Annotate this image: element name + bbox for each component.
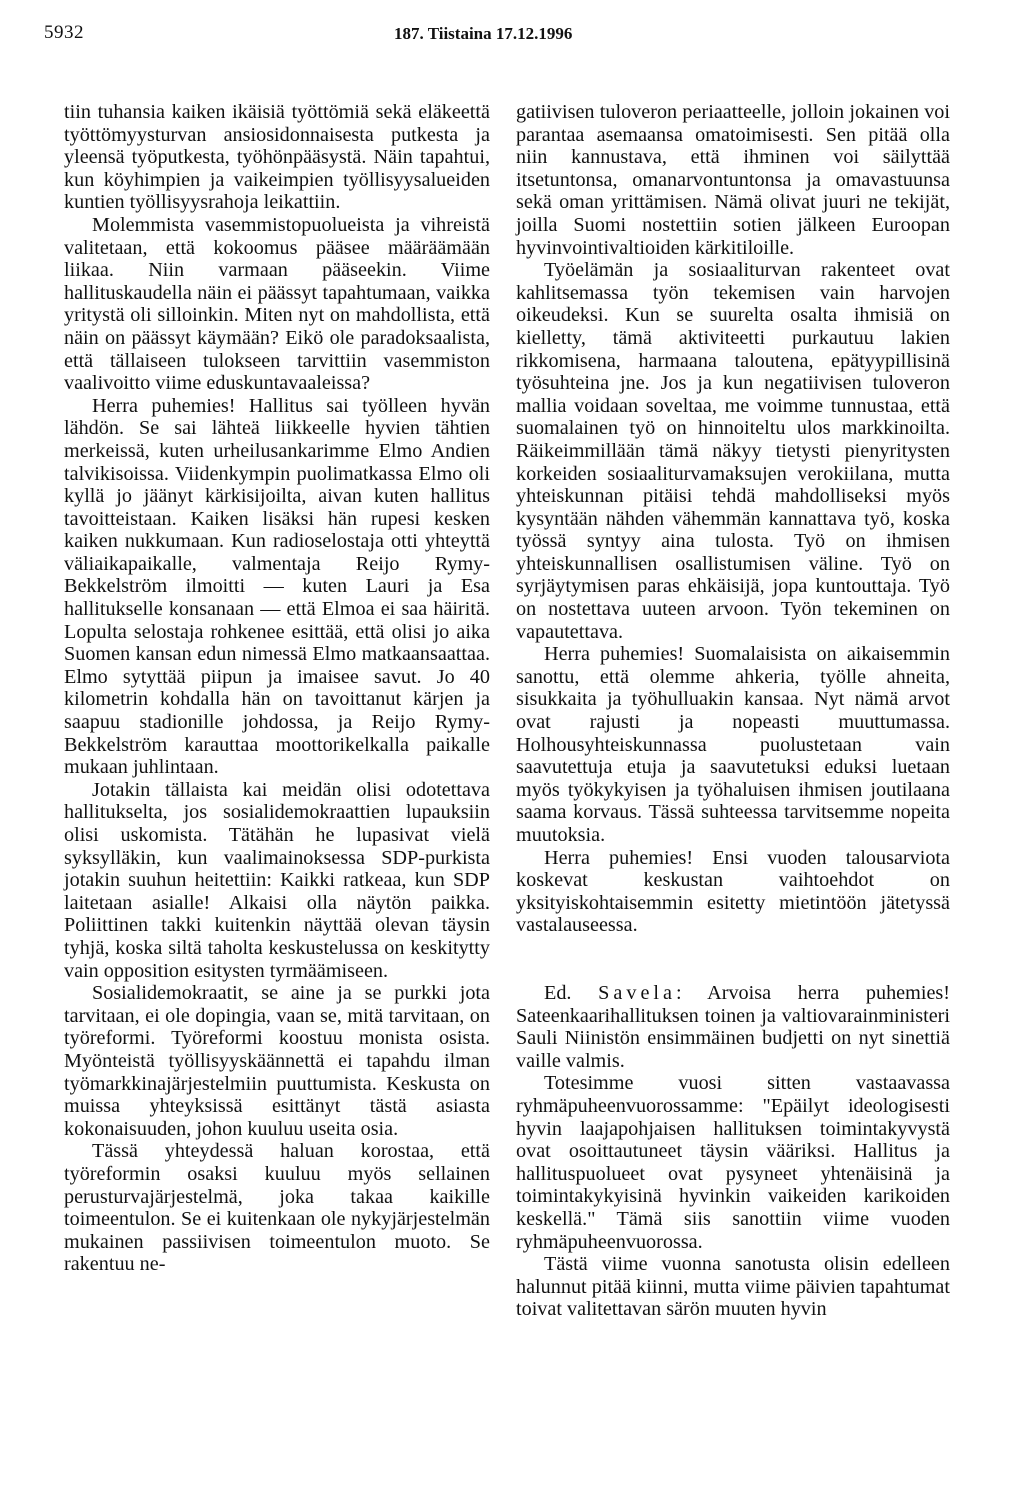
right-column bbox=[516, 101, 950, 1321]
page-number: 5932 bbox=[44, 22, 84, 43]
paragraph: tiin tuhansia kaiken ikäisiä työttömiä sekä eläkeettä työttömyysturvan ansiosidonnaisesta putkesta ja yleensä työputkesta, työhönpääsystä. Näin tapahtui, kun köyhimpien ja vaikeimpien työllisyysalueiden kuntien työllisyysrahoja leikattiin. bbox=[64, 101, 490, 214]
paragraph: Herra puhemies! Hallitus sai työlleen hyvän lähdön. Se sai lähteä liikkeelle hyvien tähtien merkeissä, kuten urheilusankarimme Elmo Andien talvikisoissa. Viidenkympin puolimatkassa Elmo oli kyllä jo jäänyt kärkisijoilta, aivan kuten hallitus tavoitteistaan. Kaiken lisäksi hän rupesi kesken kaiken nukkumaan. Kun radioselostaja otti yhteyttä väliaikapaikalle, valmentaja Reijo Rymy-Bekkelström ilmoitti — kuten Lauri ja Esa hallitukselle konsanaan — että Elmoa ei saa häiritä. Lopulta selostaja rohkenee esittää, että olisi jo aika Suomen kansan edun nimessä Elmo matkaansaattaa. Elmo sytyttää piipun ja imaisee savut. Jo 40 kilometrin kohdalla hän on tavoittanut kärjen ja saapuu stadionille johdossa, ja Reijo Rymy-Bekkelström karauttaa moottorikelkalla paikalle mukaan juhlintaan. bbox=[64, 394, 490, 779]
page-header bbox=[0, 22, 1024, 52]
paragraph: Tässä yhteydessä haluan korostaa, että työreformin osaksi kuuluu myös sellainen perusturvajärjestelmä, joka takaa kaikille toimeentulon. Se ei kuitenkaan ole nykyjärjestelmän mukainen passiivisen toimeentulon muoto. Se rakentuu ne- bbox=[64, 1140, 490, 1276]
paragraph: gatiivisen tuloveron periaatteelle, jolloin jokainen voi parantaa asemaansa omatoimisesti. Sen pitää olla niin kannustava, että ihminen voi säilyttää itsetuntonsa, omanarvontuntonsa ja omavastuunsa sekä oman yrittämisen. Nämä olivat juuri ne tekijät, joilla Suomi nostettiin sotien jälkeen Euroopan hyvinvointivaltioiden kärkitiloille. bbox=[516, 101, 950, 259]
paragraph: Jotakin tällaista kai meidän olisi odotettava hallitukselta, jos sosialidemokraattien lupauksiin olisi uskomista. Tätähän he lupasivat vielä syksylläkin, kun vaalimainoksessa SDP-purkista jotakin suuhun heitettiin: Kaikki ratkeaa, kun SDP laitetaan asialle! Alkaisi olla näytön paikka. Poliittinen takki kuitenkin näyttää olevan täysin tyhjä, koska siltä taholta keskustelussa on keskitytty vain opposition esitysten tyrmäämiseen. bbox=[64, 778, 490, 982]
speaker-prefix: Ed. bbox=[544, 981, 572, 1004]
speaker-paragraph bbox=[516, 982, 950, 1072]
paragraph: Totesimme vuosi sitten vastaavassa ryhmäpuheenvuorossamme: "Epäilyt ideologisesti hyvin laajapohjaisen hallituksen toimintakyvystä ovat osoittautuneet täysin vääriksi. Hallitus ja hallituspuolueet ovat pysyneet yhtenäisinä ja toimintakykyisinä hyvinkin vaikeiden karikoiden keskellä." Tämä siis sanottiin viime vuoden ryhmäpuheenvuorossa. bbox=[516, 1072, 950, 1253]
speaker-name: Savela bbox=[598, 981, 676, 1004]
left-column bbox=[64, 101, 490, 1276]
paragraph: Herra puhemies! Suomalaisista on aikaisemmin sanottu, että olemme ahkeria, työlle ahneita, sisukkaita ja työhulluakin kansaa. Nyt nämä arvot ovat rajusti ja nopeasti muuttumassa. Holhousyhteiskunnassa puolustetaan vain saavutettuja etuja ja saavutetuksi eduksi luetaan myös työkykyisen ja työhaluisen ihmisen joutilaana saama korvaus. Tässä suhteessa tarvitsemme nopeita muutoksia. bbox=[516, 643, 950, 846]
paragraph: Herra puhemies! Ensi vuoden talousarviota koskevat keskustan vaihtoehdot on yksityiskohtaisemmin esitetty mietintöön jätetyssä vastalauseessa. bbox=[516, 846, 950, 937]
paragraph: Sosialidemokraatit, se aine ja se purkki jota tarvitaan, ei ole dopingia, vaan se, mitä tarvitaan, on työreformi. Työreformi koostuu monista osista. Myönteistä työllisyyskäännettä ei tapahdu ilman työmarkkinajärjestelmiin puuttumista. Keskusta on muissa yhteyksissä esittänyt tästä asiasta kokonaisuuden, johon kuuluu useita osia. bbox=[64, 982, 490, 1140]
session-title: 187. Tiistaina 17.12.1996 bbox=[394, 24, 573, 43]
section-gap bbox=[516, 937, 950, 982]
paragraph: Molemmista vasemmistopuolueista ja vihreistä valitetaan, että kokoomus pääsee määräämään liikaa. Niin varmaan pääseekin. Viime hallituskaudella näin ei päässyt tapahtumaan, vaikka yritystä oli silloinkin. Miten nyt on mahdollista, että näin on päässyt käymään? Eikö ole paradoksaalista, että tällaiseen tulokseen tarvittiin vasemmiston vaalivoitto viime eduskuntavaaleissa? bbox=[64, 213, 490, 395]
speaker-text: : Arvoisa herra puhemies! Sateenkaarihallituksen toinen ja valtiovarainministeri Sauli Niinistön ensimmäinen budjetti on nyt sinettiä vaille valmis. bbox=[516, 981, 950, 1072]
paragraph: Tästä viime vuonna sanotusta olisin edelleen halunnut pitää kiinni, mutta viime päivien tapahtumat toivat valitettavan särön muuten hyvin bbox=[516, 1253, 950, 1321]
paragraph: Työelämän ja sosiaaliturvan rakenteet ovat kahlitsemassa työn tekemisen vain harvojen oikeudeksi. Kun se suurelta osalta ihmisiä on kielletty, tämä aktiviteetti purkautuu lakien rikkomisena, harmaana taloutena, epätyypillisinä työsuhteina jne. Jos ja kun negatiivisen tuloveron mallia voidaan soveltaa, me voimme tunnustaa, että suomalainen työ on hinnoiteltu ulos markkinoilta. Räikeimmillään tämä näkyy tietysti pienyritysten korkeiden sosiaaliturvamaksujen verokiilana, mutta yhteiskunnan pitäisi tehdä mahdolliseksi myös kysyntään nähden vähemmän kannattava työ, koska työssä syntyy aina tulosta. Työ on ihmisen yhteiskunnallisen osallistumisen väline. Työ on syrjäytymisen paras ehkäisijä, jopa kuntouttaja. Työ on nostettava uuteen arvoon. Työn tekeminen on vapautettava. bbox=[516, 259, 950, 643]
